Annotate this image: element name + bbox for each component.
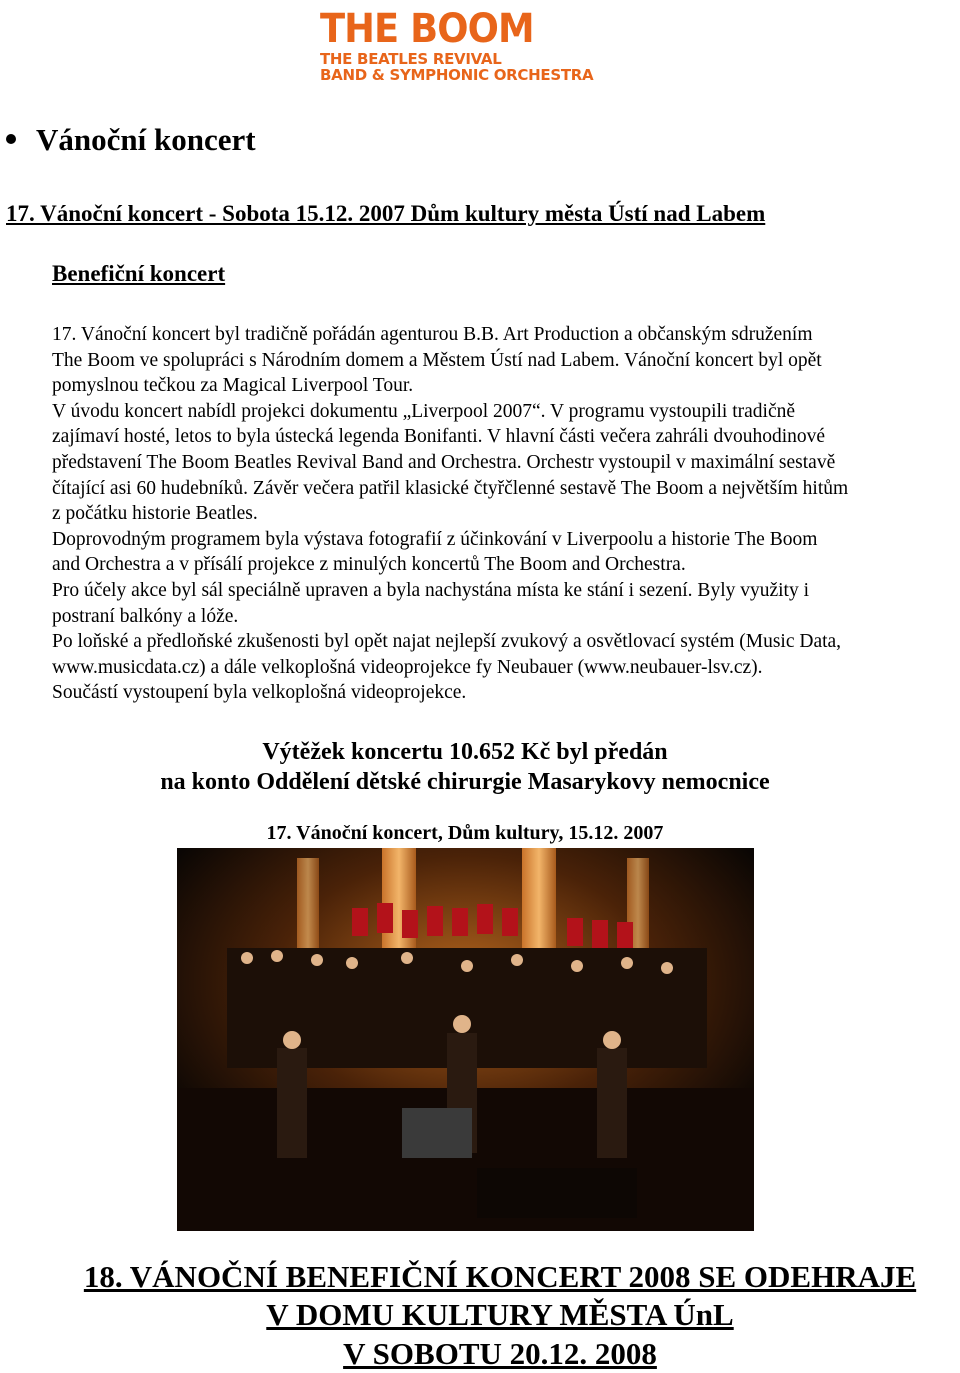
photo-caption: 17. Vánoční koncert, Dům kultury, 15.12. 2007 [266, 822, 664, 844]
article-body [52, 322, 960, 706]
body-line: pomyslnou tečkou za Magical Liverpool Tour. [52, 375, 414, 397]
announcement-line-2: V DOMU KULTURY MĚSTA ÚnL [266, 1297, 734, 1332]
proceeds-line-1: Výtěžek koncertu 10.652 Kč byl předán [262, 739, 668, 765]
body-line: z počátku historie Beatles. [52, 503, 258, 525]
body-line: Součástí vystoupení byla velkoplošná videoprojekce. [52, 682, 467, 704]
announcement-line-3: V SOBOTU 20.12. 2008 [343, 1336, 657, 1371]
body-line: zajímaví hosté, letos to byla ústecká legenda Bonifanti. V hlavní části večera zahráli dvouhodinové [52, 426, 826, 448]
body-line: Po loňské a předloňské zkušenosti byl opět najat nejlepší zvukový a osvětlovací systém (Music Data, [52, 631, 842, 653]
bullet-icon [6, 134, 16, 144]
logo-subtitle-2: BAND & SYMPHONIC ORCHESTRA [320, 66, 594, 84]
concert-photo [177, 848, 754, 1231]
body-line: představení The Boom Beatles Revival Band and Orchestra. Orchestr vystoupil v maximální sestavě [52, 451, 836, 473]
body-line: www.musicdata.cz) a dále velkoplošná videoprojekce fy Neubauer (www.neubauer-lsv.cz). [52, 656, 763, 678]
proceeds-line-2: na konto Oddělení dětské chirurgie Masarykovy nemocnice [160, 769, 770, 795]
page-heading: Vánoční koncert [36, 122, 256, 157]
event-subtitle: Benefiční koncert [52, 261, 226, 286]
announcement-line-1: 18. VÁNOČNÍ BENEFIČNÍ KONCERT 2008 SE ODEHRAJE [83, 1259, 917, 1294]
body-line: V úvodu koncert nabídl projekci dokumentu „Liverpool 2007“. V programu vystoupili tradičně [52, 400, 796, 422]
logo-main-text: THE BOOM [320, 6, 534, 52]
the-boom-logo [318, 8, 618, 84]
logo-subtitle-1: THE BEATLES REVIVAL [320, 50, 502, 68]
body-line: The Boom ve spolupráci s Národním domem a Městem Ústí nad Labem. Vánoční koncert byl opět [52, 349, 822, 371]
body-line: Doprovodným programem byla výstava fotografií z účinkování v Liverpoolu a historie The Boom [52, 528, 818, 550]
body-line: čítající asi 60 hudebníků. Závěr večera patřil klasické čtyřčlenné sestavě The Boom a největším hitům [52, 477, 849, 499]
body-line: 17. Vánoční koncert byl tradičně pořádán agenturou B.B. Art Production a občanským sdružením [52, 324, 813, 345]
event-title: 17. Vánoční koncert - Sobota 15.12. 2007 Dům kultury města Ústí nad Labem [6, 201, 766, 226]
body-line: postraní balkóny a lóže. [52, 605, 239, 627]
body-line: Pro účely akce byl sál speciálně upraven a byla nachystána místa ke stání i sezení. Byly využity i [52, 579, 810, 601]
body-line: and Orchestra a v přísálí projekce z minulých koncertů The Boom and Orchestra. [52, 554, 686, 576]
